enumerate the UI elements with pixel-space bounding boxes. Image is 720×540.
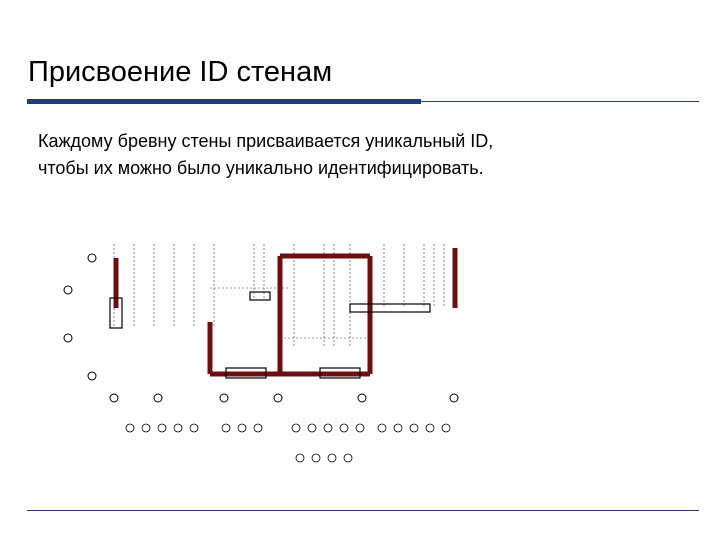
id-labels — [64, 254, 458, 402]
body-text — [38, 128, 678, 182]
wall-id-floor-plan-diagram — [50, 238, 480, 474]
body-line-2: чтобы их можно было уникально идентифицировать. — [38, 158, 484, 178]
wall-beams — [116, 248, 455, 374]
callout-rows — [126, 424, 450, 462]
wall-sections — [110, 292, 430, 378]
body-line-1: Каждому бревну стены присваивается уникальный ID, — [38, 131, 494, 151]
title-underline-thin — [421, 101, 699, 102]
footer-rule — [27, 510, 699, 511]
slide-title: Присвоение ID стенам — [28, 56, 333, 88]
title-underline-thick — [27, 99, 421, 104]
